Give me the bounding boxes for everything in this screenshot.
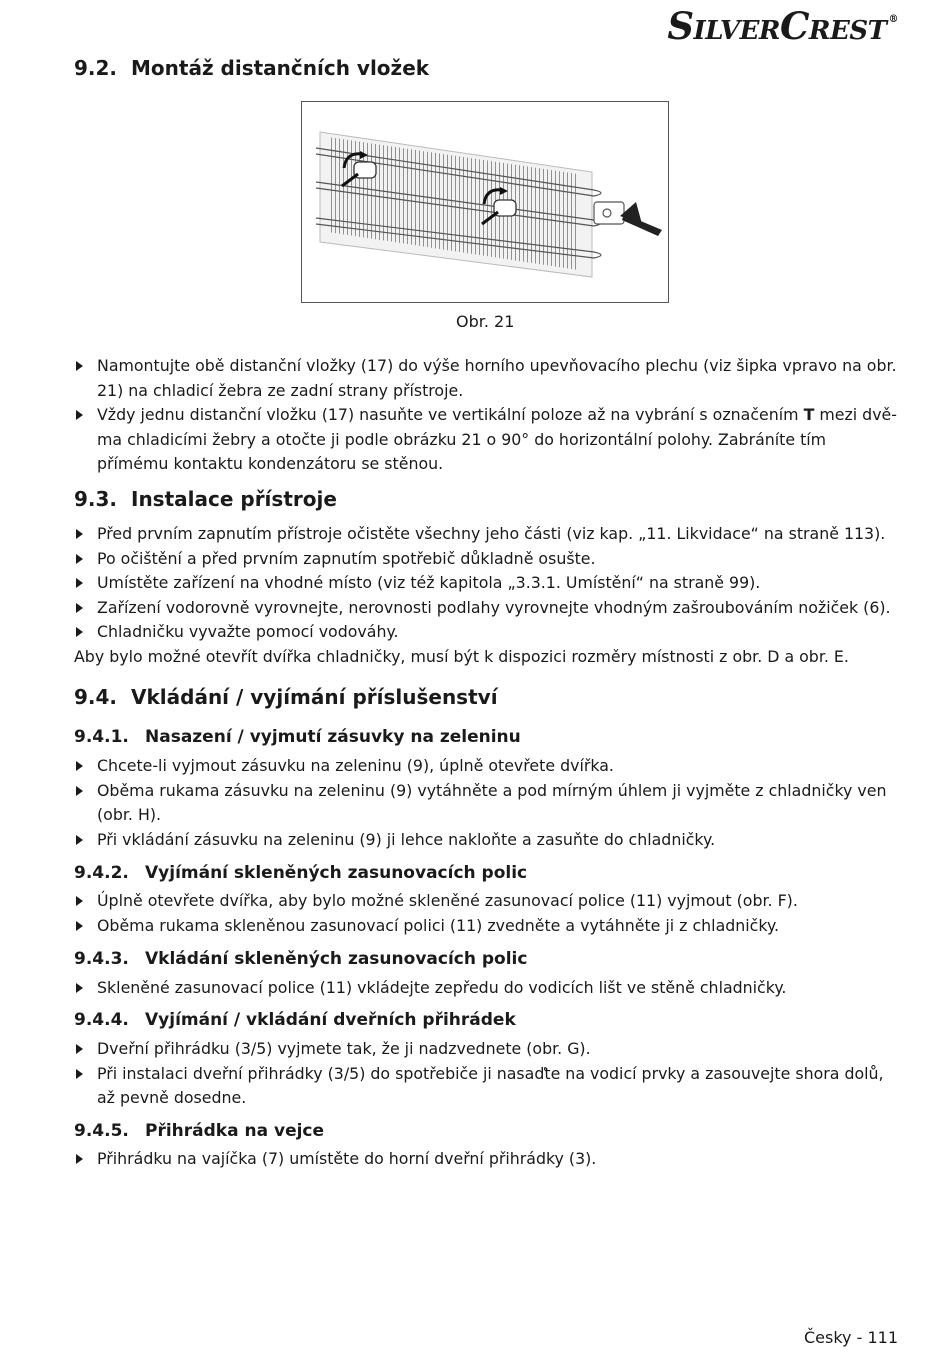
list-item: Při instalaci dveřní přihrádky (3/5) do spotřebiče ji nasaďte na vodicí prvky a zasouvejte shora dolů, až pevně dosedne. [74,1062,902,1111]
subsection-9-4-1-list [74,754,902,852]
subsection-9-4-4-list [74,1037,902,1111]
subsection-9-4-3-heading: 9.4.3. Vkládání skleněných zasunovacích polic [74,949,528,969]
section-9-2-heading: 9.2. Montáž distančních vložek [74,56,430,80]
list-item: Vždy jednu distanční vložku (17) nasuňte ve vertikální poloze až na vybrání s označením T mezi dvě-ma chladicími žebry a otočte ji podle obrázku 21 o 90° do horizontální polohy. Zabráníte tím přímému kontaktu kondenzátoru se stěnou. [74,403,902,477]
list-item: Přihrádku na vajíčka (7) umístěte do horní dveřní přihrádky (3). [74,1147,902,1172]
list-item: Před prvním zapnutím přístroje očistěte všechny jeho části (viz kap. „11. Likvidace“ na straně 113). [74,522,902,547]
list-item: Chcete-li vyjmout zásuvku na zeleninu (9), úplně otevřete dvířka. [74,754,902,779]
figure-caption: Obr. 21 [456,312,515,331]
list-item: Po očištění a před prvním zapnutím spotřebič důkladně osušte. [74,547,902,572]
subsection-9-4-1-heading: 9.4.1. Nasazení / vyjmutí zásuvky na zeleninu [74,727,521,747]
section-9-3-list [74,522,902,669]
list-item: Umístěte zařízení na vhodné místo (viz též kapitola „3.3.1. Umístění“ na straně 99). [74,571,902,596]
page-footer: Česky - 111 [804,1328,898,1347]
figure-21 [301,101,669,303]
brand-logo: SilverCrest ® [667,4,898,48]
subsection-9-4-3-list [74,976,902,1001]
subsection-9-4-5-list [74,1147,902,1172]
list-item: Skleněné zasunovací police (11) vkládejte zepředu do vodicích lišt ve stěně chladničky. [74,976,902,1001]
condenser-illustration [302,102,668,302]
list-item: Zařízení vodorovně vyrovnejte, nerovnosti podlahy vyrovnejte vhodným zašroubováním nožiček (6). [74,596,902,621]
list-item: Úplně otevřete dvířka, aby bylo možné skleněné zasunovací police (11) vyjmout (obr. F). [74,889,902,914]
section-9-2-list [74,354,902,477]
subsection-9-4-5-heading: 9.4.5. Přihrádka na vejce [74,1121,325,1141]
list-item: Při vkládání zásuvku na zeleninu (9) ji lehce nakloňte a zasuňte do chladničky. [74,828,902,853]
list-item: Oběma rukama skleněnou zasunovací polici (11) zvedněte a vytáhněte ji z chladničky. [74,914,902,939]
section-9-4-heading: 9.4. Vkládání / vyjímání příslušenství [74,685,498,709]
subsection-9-4-4-heading: 9.4.4. Vyjímání / vkládání dveřních přihrádek [74,1010,516,1030]
list-item: Chladničku vyvažte pomocí vodováhy. [74,620,902,645]
list-item: Oběma rukama zásuvku na zeleninu (9) vytáhněte a pod mírným úhlem ji vyjměte z chladničky ven (obr. H). [74,779,902,828]
subsection-9-4-2-list [74,889,902,938]
list-item: Namontujte obě distanční vložky (17) do výše horního upevňovacího plechu (viz šipka vpravo na obr. 21) na chladicí žebra ze zadní strany přístroje. [74,354,902,403]
subsection-9-4-2-heading: 9.4.2. Vyjímání skleněných zasunovacích polic [74,863,528,883]
section-9-3-paragraph: Aby bylo možné otevřít dvířka chladničky, musí být k dispozici rozměry místnosti z obr. D a obr. E. [74,646,849,666]
section-9-3-heading: 9.3. Instalace přístroje [74,487,337,511]
list-item: Dveřní přihrádku (3/5) vyjmete tak, že ji nadzvednete (obr. G). [74,1037,902,1062]
